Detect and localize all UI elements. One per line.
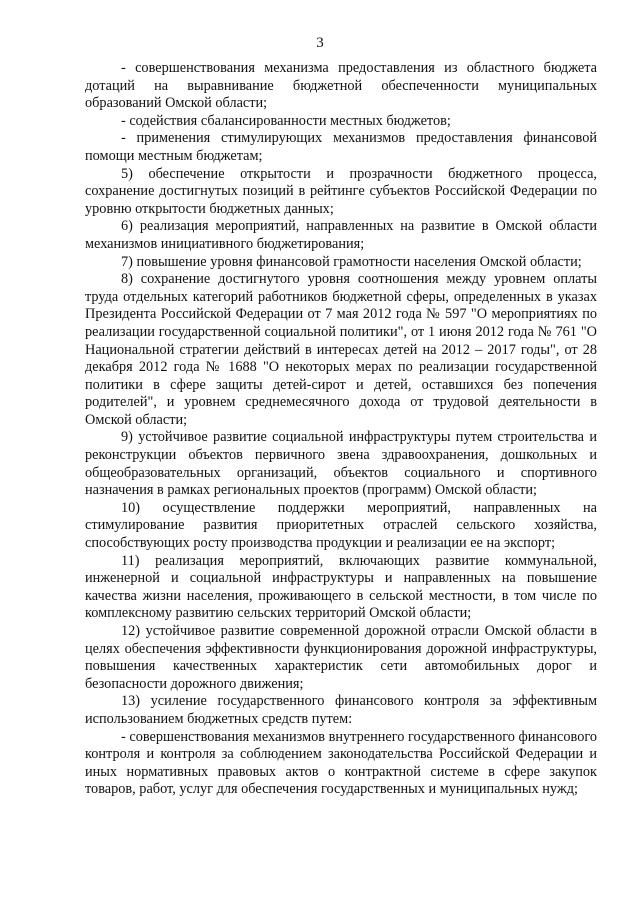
document-body <box>85 60 597 799</box>
paragraph-5: 6) реализация мероприятий, направленных на развитие в Омской области механизмов инициативного бюджетирования; <box>85 218 597 252</box>
paragraph-6: 7) повышение уровня финансовой грамотности населения Омской области; <box>121 253 582 270</box>
paragraph-12: 13) усиление государственного финансового контроля за эффективным использованием бюджетных средств путем: <box>85 693 597 727</box>
paragraph-1: - совершенствования механизма предоставления из областного бюджета дотаций на выравнивание бюджетной обеспеченности муниципальных образований Омской области; <box>85 60 597 112</box>
paragraph-4: 5) обеспечение открытости и прозрачности бюджетного процесса, сохранение достигнутых позиций в рейтинге субъектов Российской Федерации по уровню открытости бюджетных данных; <box>85 165 597 217</box>
paragraph-8: 9) устойчивое развитие социальной инфраструктуры путем строительства и реконструкции объектов первичного звена здравоохранения, дошкольных и общеобразовательных организаций, объектов социального и спортивного назначения в рамках региональных проектов (программ) Омской области; <box>85 429 597 499</box>
page-number: 3 <box>316 35 324 51</box>
paragraph-2: - содействия сбалансированности местных бюджетов; <box>121 112 451 129</box>
paragraph-13: - совершенствования механизмов внутреннего государственного финансового контроля и контроля за соблюдением законодательства Российской Федерации и иных нормативных правовых актов о контрактной системе в сфере закупок товаров, работ, услуг для обеспечения государственных и муниципальных нужд; <box>85 728 597 798</box>
paragraph-11: 12) устойчивое развитие современной дорожной отрасли Омской области в целях обеспечения эффективности функционирования дорожной инфраструктуры, повышения качественных характеристик сети автомобильных дорог и безопасности дорожного движения; <box>85 623 597 692</box>
paragraph-10: 11) реализация мероприятий, включающих развитие коммунальной, инженерной и социальной инфраструктуры и направленных на повышение качества жизни населения, проживающего в сельской местности, в том числе по комплексному развитию сельских территорий Омской области; <box>85 552 597 622</box>
paragraph-3: - применения стимулирующих механизмов предоставления финансовой помощи местным бюджетам; <box>85 130 597 164</box>
paragraph-9: 10) осуществление поддержки мероприятий, направленных на стимулирование развития приоритетных отраслей сельского хозяйства, способствующих росту производства продукции и реализации ее на экспорт; <box>85 499 597 552</box>
paragraph-7: 8) сохранение достигнутого уровня соотношения между уровнем оплаты труда отдельных категорий работников бюджетной сферы, определенных в указах Президента Российской Федерации от 7 мая 2012 года № 597 "О мероприятиях по реализации государственной социальной политики", от 1 июня 2012 года № 761 "О Национальной стратегии действий в интересах детей на 2012 – 2017 годы", от 28 декабря 2012 года № 1688 "О некоторых мерах по реализации государственной политики в сфере защиты детей-сирот и детей, оставшихся без попечения родителей", и уровнем среднемесячного дохода от трудовой деятельности в Омской области; <box>85 271 597 428</box>
